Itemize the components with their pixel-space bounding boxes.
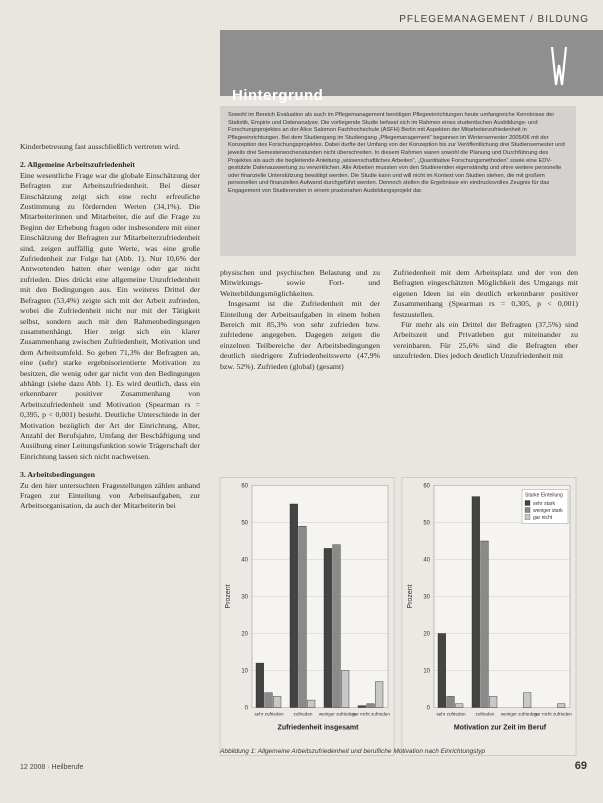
- y-tick-label: 10: [423, 668, 430, 675]
- chart-bar: [489, 696, 497, 707]
- subheading: 2. Allgemeine Arbeitszufriedenheit: [20, 160, 135, 170]
- x-tick-label: zufrieden: [475, 711, 495, 717]
- paragraph: Kinderbetreuung fast ausschließlich vertreten wird.: [20, 142, 180, 151]
- legend-label: sehr stark: [533, 501, 555, 507]
- paragraph: Eine wesentliche Frage war die globale Einschätzung der Befragten zur Arbeitszufriedenheit. Bei dieser Einschätzung zeigt sich eine recht erfreuliche Zustimmung zu fördernden Werten (34,1%). Die Mitarbeiterinnen und Mitarbeiter, die auf die Frage zu Beginn der Erhebung fragen oder insbesondere mit einer Einschätzung der Befragten zur Mitarbeiterzufriedenheit sind, zeigen auffällig gute Werte, was eine große Zufriedenheit zur Folge hat (Abb. 1). Nur 10,6% der Antwortenden hatten eher wenige oder gar nicht zufrieden. Dies drückt eine allgemeine Unzufriedenheit mit den Bedingungen aus. Ein weiteres Drittel der Befragten (53,4%) zeigte sich mit der Arbeit zufrieden, wobei die Zufriedenheit nicht nur mit der Tätigkeit selbst, sondern auch mit den Rahmenbedingungen zusammenhängt. Hier zeigt sich ein klarer Zusammenhang zwischen Zufriedenheit, Motivation und dem Arbeitsumfeld. So geben 71,3% der Befragten an, eine (sehr) starke ergebnisorientierte Motivation zu besitzen, die wenig oder gar nicht von den Bedingungen abhängt (siehe dazu Abb. 1). Es wird deutlich, dass ein erkennbarer positiver Zusammenhang von Arbeitszufriedenheit und Motivation (Spearman rs = 0,395, p < 0,001) besteht. Deutliche Unterschiede in der Motivation bezüglich der Art der Einrichtung, Alter, Anzahl der Berufsjahre, Umfang der Beschäftigung und Ausübung einer Leitungsfunktion sowie Trägerschaft der Einrichtung lassen sich nicht nachweisen.: [20, 170, 200, 461]
- y-tick-label: 40: [241, 557, 248, 564]
- y-axis-label: Prozent: [407, 584, 414, 609]
- legend-label: gar nicht: [533, 515, 553, 521]
- chart-bar: [265, 693, 273, 708]
- x-tick-label: sehr zufrieden: [254, 711, 284, 717]
- y-tick-label: 60: [423, 483, 430, 490]
- chart-bar: [367, 704, 375, 708]
- y-tick-label: 30: [423, 594, 430, 601]
- running-head: PFLEGEMANAGEMENT / BILDUNG: [399, 14, 589, 25]
- x-axis-label: Zufriedenheit insgesamt: [277, 724, 359, 732]
- y-tick-label: 0: [244, 705, 248, 712]
- paragraph: Insgesamt ist die Zufriedenheit mit der Einteilung der Arbeitsaufgaben in einem hohen Bereich mit 85,3% von sehr zufrieden bzw. zufriedene angegeben. Dagegen zeigen die einzelnen Teilbereiche der Arbeitsbedingungen deutlich niedrigere Zufriedenheitswerte (47,9% bzw. 52%). Zufrieden (global) (gesamt): [220, 299, 380, 371]
- x-tick-label: weniger zufrieden: [318, 711, 356, 717]
- y-tick-label: 20: [423, 631, 430, 638]
- y-tick-label: 50: [423, 520, 430, 527]
- chart-bar: [290, 504, 298, 708]
- y-axis-label: Prozent: [225, 584, 232, 609]
- chart-bar: [341, 671, 349, 708]
- chart-bar: [299, 526, 307, 707]
- paragraph: physischen und psychischen Belastung und zu Mitwirkungs- sowie Fort- und Weiterbildungsmöglichkeiten.: [220, 268, 380, 298]
- footer-issue: 12 2008 · Heilberufe: [20, 764, 84, 771]
- chart-bar: [447, 696, 455, 707]
- right-column: [393, 268, 578, 362]
- subheading: 3. Arbeitsbedingungen: [20, 470, 95, 480]
- figure-caption: Abbildung 1: Allgemeine Arbeitszufriedenheit und berufliche Motivation nach Einrichtungstyp: [220, 748, 486, 755]
- x-tick-label: zufrieden: [293, 711, 313, 717]
- y-tick-label: 50: [241, 520, 248, 527]
- x-tick-label: sehr zufrieden: [436, 711, 466, 717]
- paragraph: Zu den hier untersuchten Fragestellungen zählen anhand Fragen zur Einteilung von Arbeitsaufgaben, zur Arbeitsorganisation, da auch der Mitarbeiterin bei: [20, 480, 200, 511]
- magazine-logo-icon: [548, 45, 570, 89]
- y-tick-label: 30: [241, 594, 248, 601]
- x-tick-label: weniger zufrieden: [500, 711, 538, 717]
- chart-bar: [455, 704, 463, 708]
- section-title: Hintergrund: [232, 87, 324, 104]
- page-number: 69: [574, 760, 587, 772]
- y-tick-label: 40: [423, 557, 430, 564]
- chart-bar: [307, 700, 315, 707]
- left-column: [20, 142, 200, 512]
- y-tick-label: 0: [426, 705, 430, 712]
- paragraph: Für mehr als ein Drittel der Befragten (37,5%) sind Arbeitszeit und Privatleben gut miteinander zu vereinbaren. Für 25,6% sind die Befragten eher unzufrieden. Dies jedoch deutlich Unzufriedenheit mit: [393, 320, 578, 361]
- chart-bar: [557, 704, 565, 708]
- legend-title: Starke Einteilung: [525, 492, 563, 499]
- y-tick-label: 60: [241, 483, 248, 490]
- paragraph: Zufriedenheit mit dem Arbeitsplatz und der von den Befragten eingeschätzten Möglichkeit des Umgangs mit eigenen Ideen ist ein deutlich erkennbarer positiver Zusammenhang (Spearman rs = 0,305, p < 0,001) festzustellen.: [393, 268, 578, 319]
- legend-swatch: [525, 515, 530, 520]
- chart-bar: [481, 541, 489, 708]
- chart-bar: [375, 682, 383, 708]
- legend-swatch: [525, 508, 530, 513]
- legend-swatch: [525, 501, 530, 506]
- background-box: Sowohl im Bereich Evaluation als auch im Pflegemanagement benötigen Pflegeeinrichtungen heute umfangreiche Kenntnisse der Statistik, Empirie und Datenanalyse. Die vorliegende Studie befasst sich im Rahmen eines studentischen Ausbildungs- und Forschungsprojektes an der Alice Salomon Fachhochschule (ASFH) Berlin mit Aspekten der Mitarbeiterzufriedenheit in Pflegeeinrichtungen. Bei dem Studiengang im Studiengang „Pflegemanagement“ begannen im Wintersemester 2005/06 mit der Konzeption des Forschungsprojektes. Dabei durfte der Umfang von der Konzeption bis zur Veröffentlichung drei Studiensemester und jeweils drei Semesterwochenstunden nicht überschreiten. In diesem Rahmen waren sowohl die Planung und Durchführung des Projektes als auch die begleitende Anleitung „wissenschaftliches Arbeiten“, „Quantitative Forschungsmethoden“ sowie eine EDV-gestützte Datenauswertung zu verwirklichen. Alle Arbeiten mussten von den Studierenden eigenständig und ohne weitere personelle oder finanzielle Unterstützung bewältigt werden. Die Studie kann und will nicht im Kontext von Studien stehen, die mit großem personellen und finanziellen Aufwand durchgeführt werden. Dennoch stellen die Ergebnisse ein eindrucksvolles Zeugnis für das Engagement von Studierenden in einem praxisnahen Ausbildungsprojekt dar.: [220, 106, 576, 256]
- chart-bar: [273, 696, 281, 707]
- chart-bar: [438, 634, 446, 708]
- legend-label: weniger stark: [533, 508, 563, 514]
- chart-bar: [256, 663, 264, 707]
- y-tick-label: 10: [241, 668, 248, 675]
- chart-bar: [333, 545, 341, 708]
- y-tick-label: 20: [241, 631, 248, 638]
- middle-column: [220, 268, 380, 372]
- x-tick-label: gar nicht zufrieden: [534, 711, 572, 717]
- chart-bar: [324, 548, 332, 707]
- chart-bar: [358, 706, 366, 708]
- x-axis-label: Motivation zur Zeit im Beruf: [453, 724, 547, 732]
- chart-bar: [472, 497, 480, 708]
- x-tick-label: gar nicht zufrieden: [352, 711, 390, 717]
- chart-bar: [523, 693, 531, 708]
